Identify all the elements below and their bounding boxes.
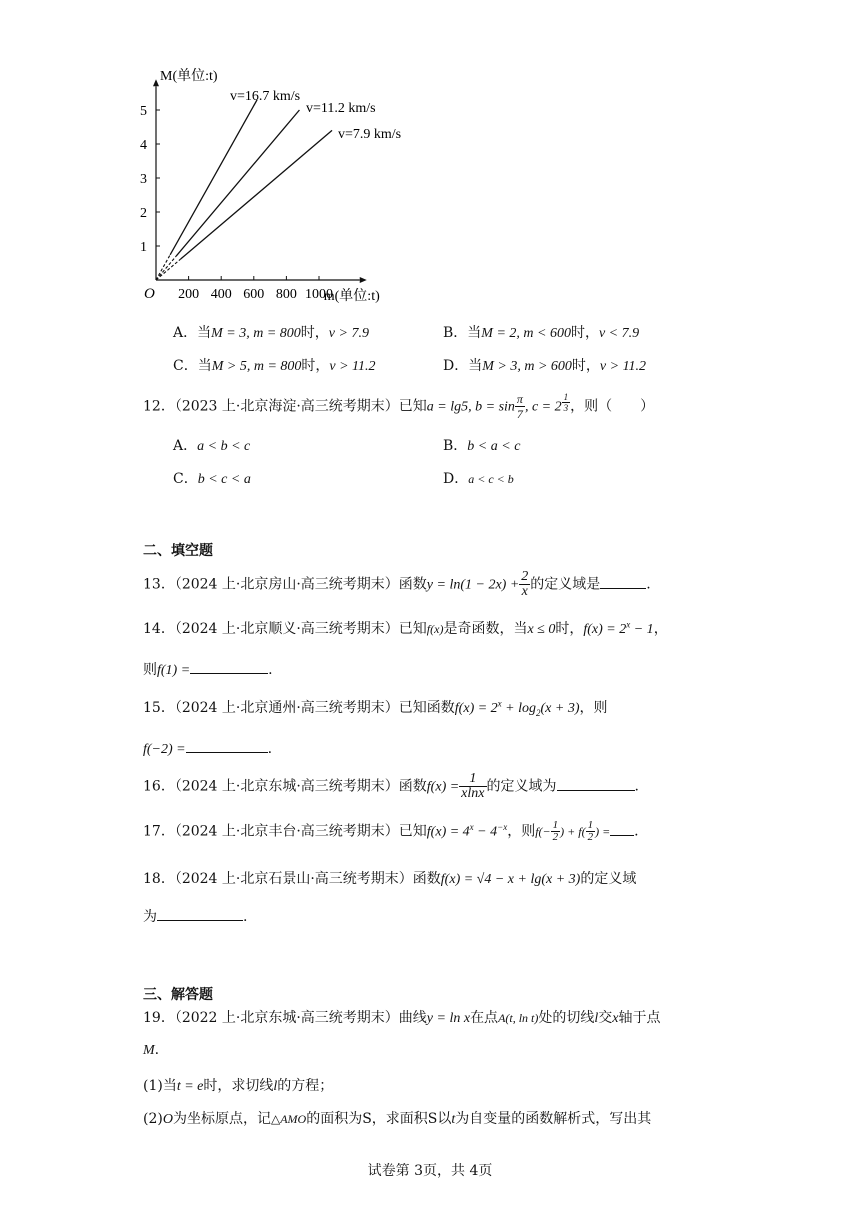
q12-option-c: C．b < c < a xyxy=(173,471,251,487)
section-heading-solution: 三、解答题 xyxy=(143,987,213,1003)
q14: 14．（2024 上·北京顺义·高三统考期末）已知f(x)是奇函数，当x ≤ 0时，$f(x) = 2^x - 1$， xyxy=(143,619,668,637)
answer-blank[interactable] xyxy=(190,659,268,674)
q11-option-d: D．当M > 3, m > 600时，v > 11.2 xyxy=(443,358,647,374)
q13: 13．（2024 上·北京房山·高三统考期末）函数y = ln(1 − 2x) + $\frac{2}{x}$ 的定义域是 . xyxy=(143,569,651,599)
series-line-dashed xyxy=(156,259,181,280)
q19-part1: (1)当t = e时，求切线l的方程； xyxy=(143,1078,334,1094)
series-label: v=7.9 km/s xyxy=(338,127,402,142)
page-footer: 试卷第 3页，共 4页 xyxy=(367,1163,493,1179)
y-tick-label: 1 xyxy=(140,240,147,255)
q15: 15．（2024 上·北京通州·高三统考期末）已知函数$f(x) = 2^x + \log_2(x + 3)$，则 xyxy=(143,698,608,718)
answer-blank[interactable] xyxy=(600,574,646,589)
x-axis-arrow xyxy=(360,277,367,283)
y-axis-arrow xyxy=(153,79,159,86)
velocity-chart xyxy=(130,62,430,312)
q12-option-a: A．a < b < c xyxy=(173,438,251,454)
q18: 18．（2024 上·北京石景山·高三统考期末）函数f(x) = √4 − x + lg(x + 3)的定义域 xyxy=(143,871,637,887)
y-axis-label: M(单位:t) xyxy=(160,69,218,84)
q16: 16．（2024 上·北京东城·高三统考期末）函数f(x) = $\frac{1}{xlnx}$ 的定义域为 . xyxy=(143,771,639,801)
x-tick-label: 200 xyxy=(178,287,200,302)
q11-option-b: B．当M = 2, m < 600时，v < 7.9 xyxy=(443,325,640,341)
series-label: v=16.7 km/s xyxy=(230,89,301,104)
series-line-dashed xyxy=(156,256,176,280)
answer-blank[interactable] xyxy=(610,821,634,836)
answer-blank[interactable] xyxy=(186,738,268,753)
x-tick-label: 600 xyxy=(243,287,265,302)
q19-part2: (2)O为坐标原点，记△AMO的面积为S，求面积S以t为自变量的函数解析式，写出其 xyxy=(143,1111,652,1127)
y-tick-label: 4 xyxy=(140,138,147,153)
answer-blank[interactable] xyxy=(557,776,635,791)
q12-option-b: B．b < a < c xyxy=(443,438,521,454)
answer-blank[interactable] xyxy=(157,906,243,921)
series-label: v=11.2 km/s xyxy=(306,101,376,116)
origin-label: O xyxy=(144,286,155,302)
q15-line2: f(−2) = . xyxy=(143,738,272,758)
x-tick-label: 400 xyxy=(210,287,232,302)
q17: 17．（2024 上·北京丰台·高三统考期末）已知$f(x) = 4^x - 4^{-x}$，则f(− $\frac{1}{2}$ ) + f( $\frac{1}{2}$ ) = . xyxy=(143,819,639,843)
q11-option-c: C．当M > 5, m = 800时，v > 11.2 xyxy=(173,358,376,374)
y-tick-label: 2 xyxy=(140,206,147,221)
x-axis-label: m(单位:t) xyxy=(323,289,380,304)
series-line xyxy=(176,110,299,256)
q11-option-a: A．当M = 3, m = 800时，v > 7.9 xyxy=(173,325,369,341)
q19-line2: M. xyxy=(143,1042,160,1058)
x-tick-label: 1000 xyxy=(305,287,333,302)
y-tick-label: 5 xyxy=(140,104,147,119)
series-line-dashed xyxy=(156,255,170,280)
q19-stem: 19．（2022 上·北京东城·高三统考期末）曲线y = ln x在点A(t, ln t)处的切线l交x轴于点 xyxy=(143,1010,661,1026)
q18-line2: 为 . xyxy=(143,906,247,926)
y-tick-label: 3 xyxy=(140,172,147,187)
x-tick-label: 800 xyxy=(275,287,297,302)
q12-stem: 12．（2023 上·北京海淀·高三统考期末）已知a = lg5, b = sin $\frac{\pi}{7}$ , c = 2 $^{\frac{1}{3}}$ ，则（ ） xyxy=(143,392,655,421)
section-heading-fill-in: 二、填空题 xyxy=(143,543,213,559)
q12-option-d: D．a < c < b xyxy=(443,471,514,487)
q14-line2: 则f(1) = . xyxy=(143,659,273,679)
